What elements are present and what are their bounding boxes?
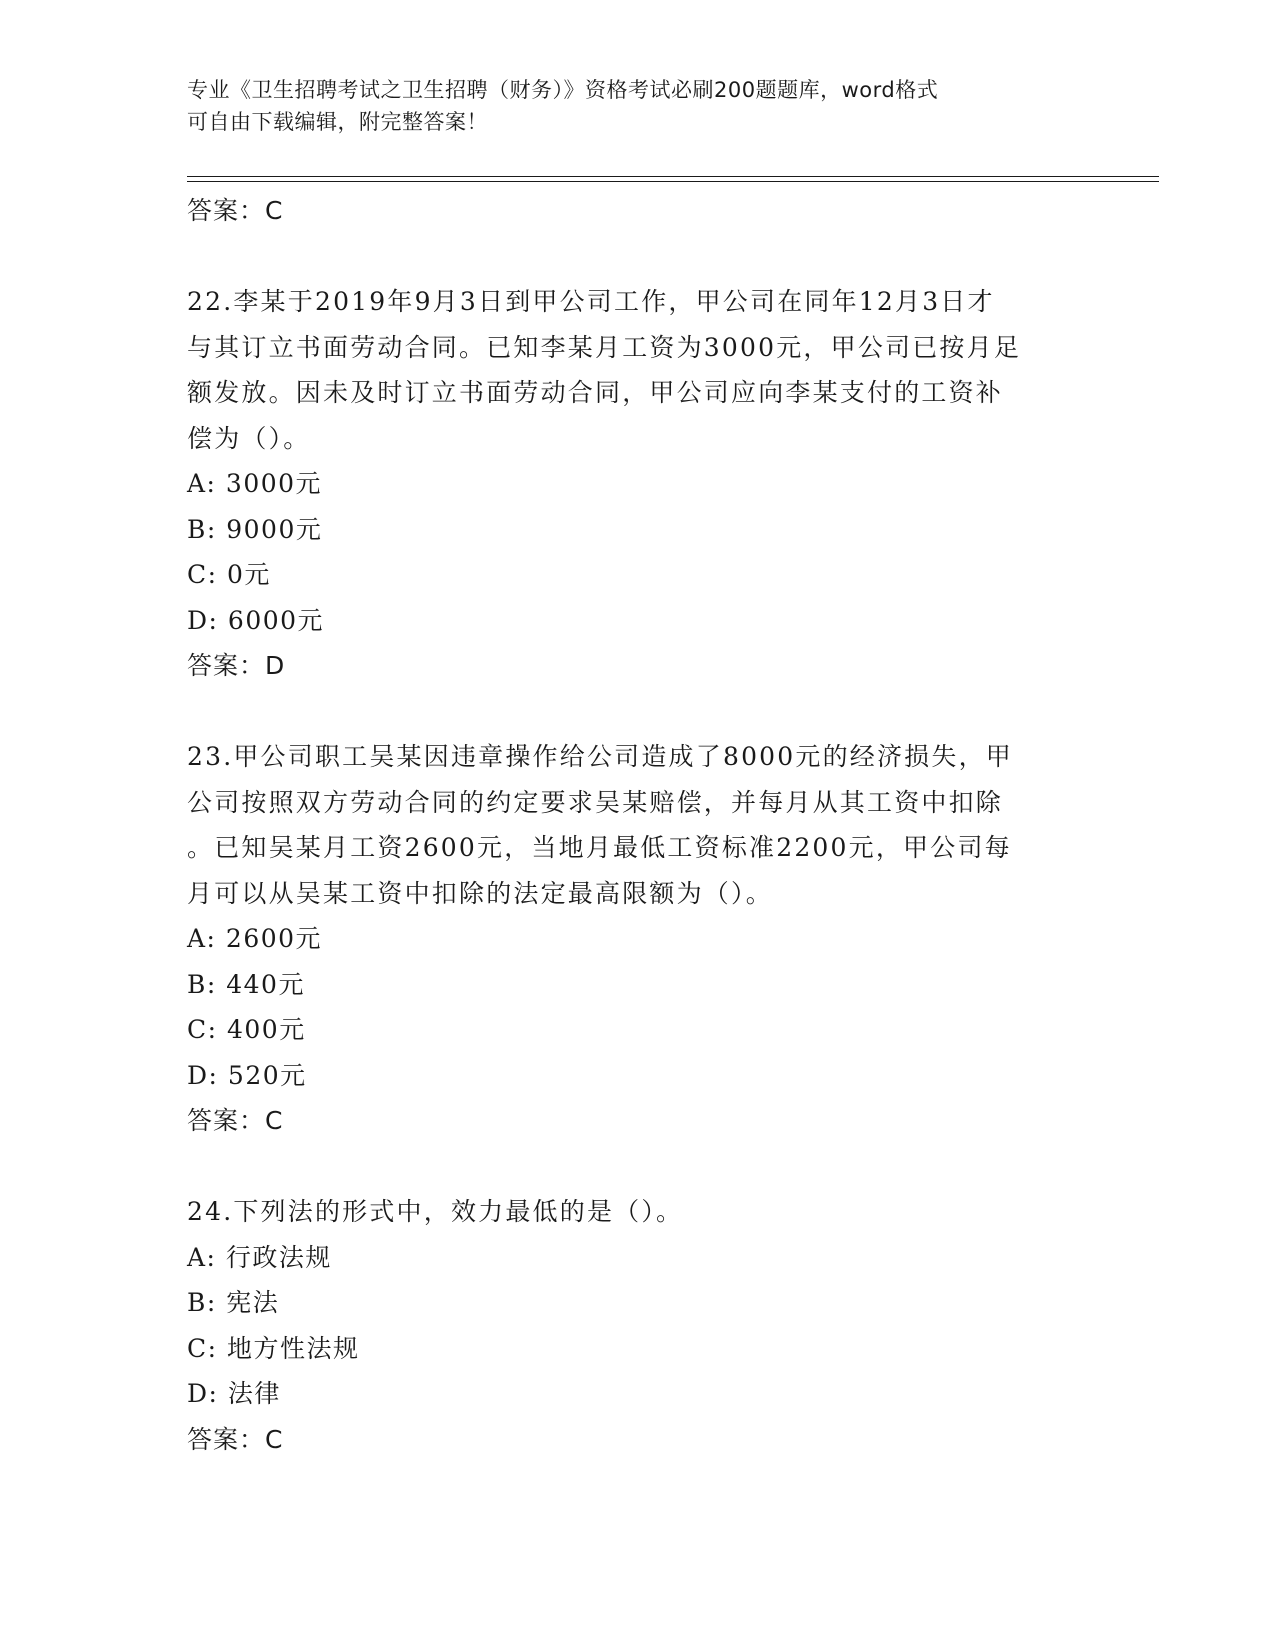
previous-answer: 答案：C xyxy=(187,196,284,225)
option-d: D: 520元 xyxy=(187,1060,307,1090)
spacer xyxy=(187,1144,1087,1190)
question-line: 22.李某于2019年9月3日到甲公司工作，甲公司在同年12月3日才 xyxy=(187,287,995,316)
question-text xyxy=(187,279,1087,461)
spacer xyxy=(187,689,1087,735)
question-text xyxy=(187,1189,1087,1235)
option-b: B: 宪法 xyxy=(187,1288,280,1317)
question-24 xyxy=(187,1189,1087,1462)
option-b: B: 9000元 xyxy=(187,514,323,544)
option-b: B: 440元 xyxy=(187,969,305,999)
option-c: C: 400元 xyxy=(187,1015,306,1044)
question-line: 月可以从吴某工资中扣除的法定最高限额为（）。 xyxy=(187,878,773,908)
header-rule-top xyxy=(187,176,1159,177)
header-line-2: 可自由下载编辑，附完整答案！ xyxy=(187,110,488,134)
header-rule-bottom xyxy=(187,181,1159,182)
spacer xyxy=(187,234,1087,280)
option-c: C: 0元 xyxy=(187,560,271,589)
option-a: A: 行政法规 xyxy=(187,1242,332,1272)
answer: 答案：C xyxy=(187,1106,284,1135)
option-a: A: 3000元 xyxy=(187,469,323,498)
document-body xyxy=(187,188,1087,1462)
question-line: 公司按照双方劳动合同的约定要求吴某赔偿，并每月从其工资中扣除 xyxy=(187,787,1004,817)
header-line-1: 专业《卫生招聘考试之卫生招聘（财务）》资格考试必刷200题题库，word格式 xyxy=(187,78,939,102)
question-line: 24.下列法的形式中，效力最低的是（）。 xyxy=(187,1197,684,1226)
answer: 答案：D xyxy=(187,651,286,680)
question-line: 偿为（）。 xyxy=(187,423,311,453)
question-line: 23.甲公司职工吴某因违章操作给公司造成了8000元的经济损失，甲 xyxy=(187,742,1013,771)
option-d: D: 6000元 xyxy=(187,605,325,635)
option-d: D: 法律 xyxy=(187,1379,281,1408)
question-line: 与其订立书面劳动合同。已知李某月工资为3000元，甲公司已按月足 xyxy=(187,332,1022,362)
question-22 xyxy=(187,279,1087,689)
option-a: A: 2600元 xyxy=(187,924,323,953)
answer: 答案：C xyxy=(187,1424,284,1454)
option-c: C: 地方性法规 xyxy=(187,1333,360,1363)
question-text xyxy=(187,734,1087,916)
document-header xyxy=(187,74,1067,138)
question-line: 。已知吴某月工资2600元，当地月最低工资标准2200元，甲公司每 xyxy=(187,833,1012,862)
question-23 xyxy=(187,734,1087,1144)
question-line: 额发放。因未及时订立书面劳动合同，甲公司应向李某支付的工资补 xyxy=(187,378,1004,407)
